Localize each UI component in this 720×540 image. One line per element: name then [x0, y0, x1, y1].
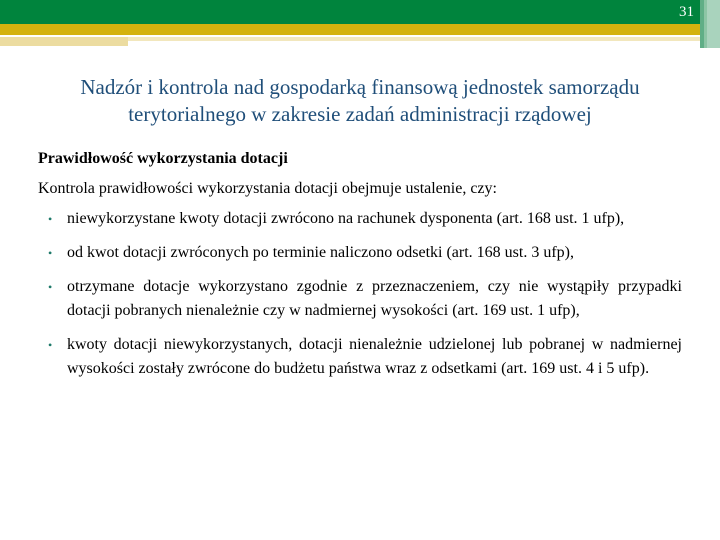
header-green-bar — [0, 0, 700, 24]
slide-title: Nadzór i kontrola nad gospodarką finansową jednostek samorządu terytorialnego w zakresie zadań administracji rządowej — [80, 75, 640, 126]
list-item: • kwoty dotacji niewykorzystanych, dotacji nienależnie udzielonej lub pobranej w nadmiernej wysokości zostały zwrócone do budżetu państwa wraz z odsetkami (art. 169 ust. 4 i 5 ufp). — [48, 333, 682, 381]
section-heading: Prawidłowość wykorzystania dotacji — [38, 150, 288, 167]
list-item: • otrzymane dotacje wykorzystano zgodnie z przeznaczeniem, czy nie wystąpiły przypadki dotacji pobranych nienależnie czy w nadmiernej wysokości (art. 169 ust. 1 ufp), — [48, 275, 682, 323]
header-stripe — [0, 37, 128, 46]
bullet-list — [48, 207, 682, 391]
list-item: • od kwot dotacji zwróconych po terminie naliczono odsetki (art. 168 ust. 3 ufp), — [48, 241, 682, 265]
slide-number: 31 — [679, 4, 694, 20]
header-stripe — [128, 37, 700, 41]
header-gold-bar — [0, 24, 700, 35]
list-item: • niewykorzystane kwoty dotacji zwrócono na rachunek dysponenta (art. 168 ust. 1 ufp), — [48, 207, 682, 231]
side-stripe — [707, 0, 720, 48]
intro-text: Kontrola prawidłowości wykorzystania dotacji obejmuje ustalenie, czy: — [38, 180, 497, 197]
